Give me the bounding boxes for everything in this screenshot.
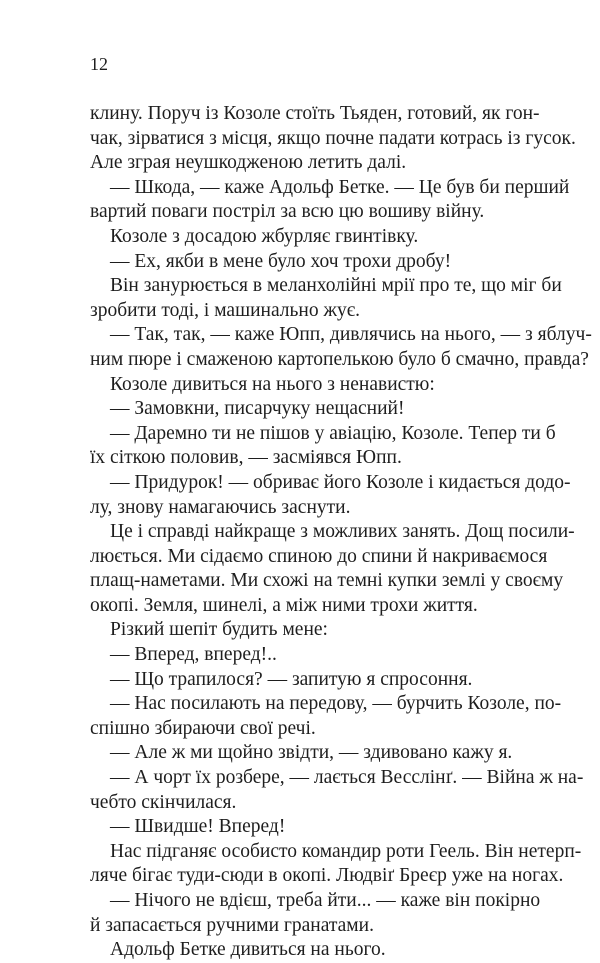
page-number: 12	[90, 54, 108, 74]
text-line: Різкий шепіт будить мене:	[110, 619, 328, 641]
text-line: — Нас посилають на передову, — бурчить Козоле, по-	[110, 693, 562, 715]
text-line: — Вперед, вперед!..	[110, 644, 277, 666]
text-line: ним пюре і смаженою картопелькою було б смачно, правда?	[90, 348, 589, 370]
text-line: окопі. Земля, шинелі, а між ними трохи життя.	[90, 594, 478, 616]
text-line: Нас підганяє особисто командир роти Геель. Він нетерп-	[110, 840, 582, 862]
text-line: — Придурок! — обриває його Козоле і кидається додо-	[110, 471, 571, 493]
text-line: зробити тоді, і машинально жує.	[90, 299, 360, 321]
text-line: — А чорт їх розбере, — лається Весслінґ. — Війна ж на-	[110, 767, 584, 789]
text-line: — Даремно ти не пішов у авіацію, Козоле. Тепер ти б	[110, 422, 556, 444]
text-line: — Так, так, — каже Юпп, дивлячись на нього, — з яблуч-	[110, 324, 592, 346]
body-text	[90, 102, 592, 963]
text-line: плащ-наметами. Ми схожі на темні купки землі у своєму	[90, 570, 564, 592]
text-line: спішно збираючи свої речі.	[90, 717, 316, 739]
text-line: — Шкода, — каже Адольф Бетке. — Це був би перший	[110, 176, 570, 198]
text-line: чебто скінчилася.	[90, 791, 237, 813]
text-line: Козоле з досадою жбурляє гвинтівку.	[110, 225, 419, 247]
text-line: — Нічого не вдієш, треба йти... — каже він покірно	[110, 890, 541, 911]
text-line: вартий поваги постріл за всю цю вошиву війну.	[90, 201, 485, 223]
text-line: Це і справді найкраще з можливих занять. Дощ посили-	[110, 521, 575, 543]
text-line: Але зграя неушкодженою летить далі.	[90, 152, 407, 174]
text-line: — Що трапилося? — запитую я спросоння.	[110, 668, 473, 690]
text-line: — Замовкни, писарчуку нещасний!	[110, 398, 405, 420]
text-line: Він занурюється в меланхолійні мрії про те, що міг би	[110, 275, 562, 297]
text-line: клину. Поруч із Козоле стоїть Тьяден, готовий, як гон-	[90, 103, 540, 124]
text-line: чак, зірватися з місця, якщо почне падати котрась із гусок.	[90, 127, 576, 149]
text-line: Адольф Бетке дивиться на нього.	[110, 939, 386, 961]
text-line: Козоле дивиться на нього з ненавистю:	[110, 373, 435, 395]
text-line: — Але ж ми щойно звідти, — здивовано кажу я.	[110, 742, 513, 764]
text-line: ляче бігає туди-сюди в окопі. Людвіґ Бреєр уже на ногах.	[90, 865, 564, 887]
text-line: й запасається ручними гранатами.	[90, 914, 374, 936]
text-line: люється. Ми сідаємо спиною до спини й накриваємося	[90, 545, 548, 567]
text-line: лу, знову намагаючись заснути.	[90, 496, 351, 518]
text-line: їх сіткою половив, — засміявся Юпп.	[90, 447, 402, 469]
text-line: — Ех, якби в мене було хоч трохи дробу!	[110, 250, 452, 272]
text-line: — Швидше! Вперед!	[110, 816, 286, 838]
